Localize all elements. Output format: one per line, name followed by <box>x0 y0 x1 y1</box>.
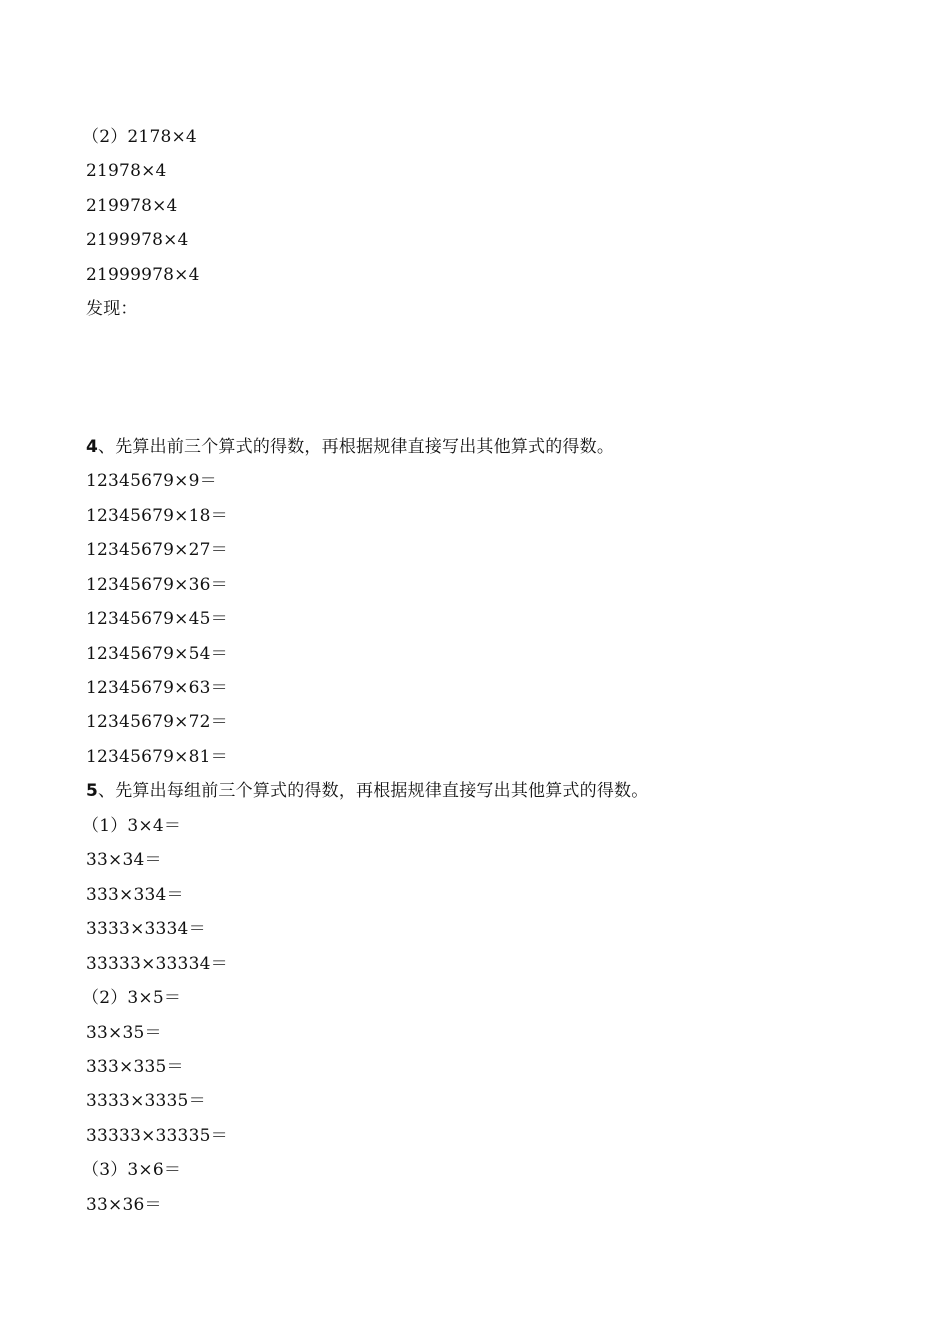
section-heading <box>86 780 648 802</box>
equation-line: 12345679×72＝ <box>86 712 228 732</box>
equation-line: 33×34＝ <box>86 850 162 870</box>
equation-line: 12345679×81＝ <box>86 747 228 767</box>
equation-line: 33333×33335＝ <box>86 1126 228 1146</box>
equation-line: 33×35＝ <box>86 1023 162 1043</box>
equation-line: 12345679×36＝ <box>86 575 228 595</box>
equation-line: 12345679×9＝ <box>86 471 217 491</box>
section-heading <box>86 436 614 458</box>
problem-label: （3）3×6＝ <box>82 1160 182 1180</box>
equation-line: 12345679×54＝ <box>86 644 228 664</box>
section-title: 、先算出前三个算式的得数，再根据规律直接写出其他算式的得数。 <box>98 437 615 457</box>
section-number: 5 <box>86 781 99 801</box>
equation-line: 21978×4 <box>86 161 167 181</box>
equation-line: 12345679×45＝ <box>86 609 228 629</box>
equation-line: 333×335＝ <box>86 1057 184 1077</box>
equation-line: 333×334＝ <box>86 885 184 905</box>
equation-line: 2199978×4 <box>86 230 189 250</box>
equation-line: 12345679×27＝ <box>86 540 228 560</box>
problem-label: （2）2178×4 <box>82 127 197 147</box>
section-title: 、先算出每组前三个算式的得数，再根据规律直接写出其他算式的得数。 <box>98 781 649 801</box>
equation-line: 33×36＝ <box>86 1195 162 1215</box>
equation-line: 12345679×18＝ <box>86 506 228 526</box>
equation-line: 3333×3335＝ <box>86 1091 206 1111</box>
equation-line: 21999978×4 <box>86 265 200 285</box>
equation-line: 33333×33334＝ <box>86 954 228 974</box>
finding-label: 发现： <box>86 299 138 319</box>
section-number: 4 <box>86 437 99 457</box>
equation-line: 3333×3334＝ <box>86 919 206 939</box>
problem-label: （1）3×4＝ <box>82 816 182 836</box>
equation-line: 219978×4 <box>86 196 178 216</box>
problem-label: （2）3×5＝ <box>82 988 182 1008</box>
equation-line: 12345679×63＝ <box>86 678 228 698</box>
